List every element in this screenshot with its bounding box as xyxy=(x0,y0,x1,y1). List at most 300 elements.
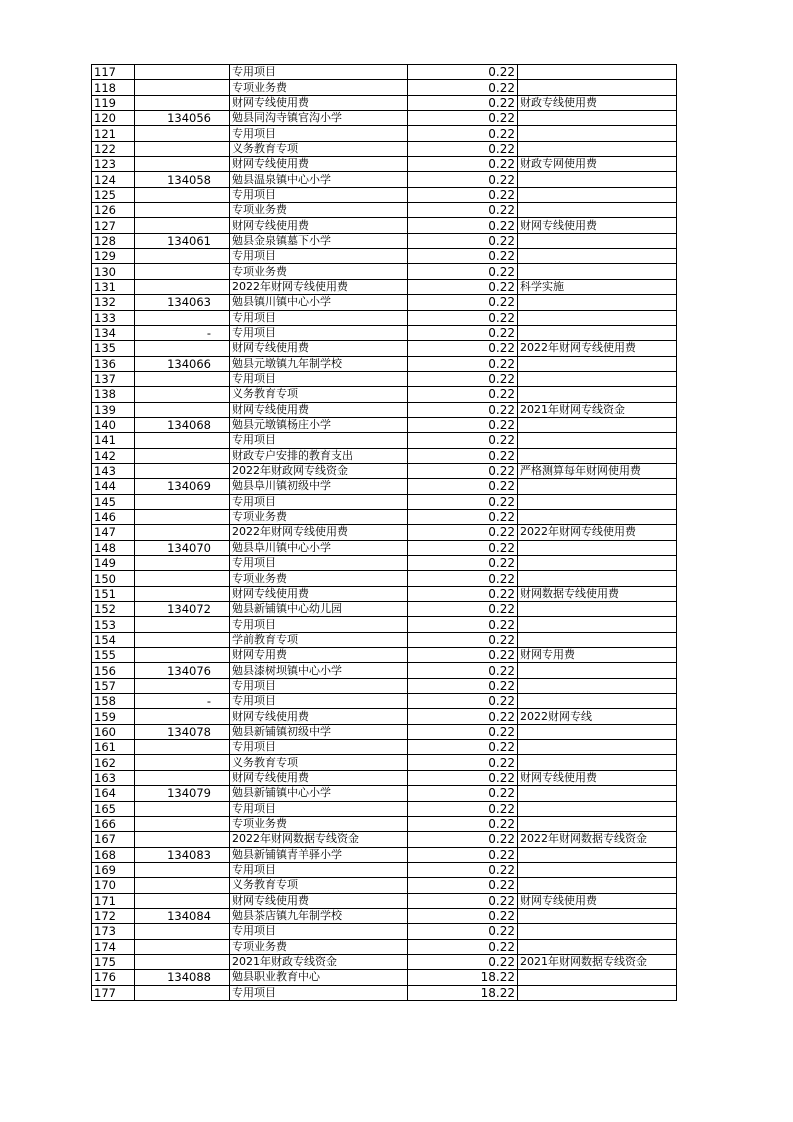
table-row xyxy=(92,816,677,831)
note-cell xyxy=(518,65,677,80)
row-number-cell: 117 xyxy=(92,65,135,80)
item-name-cell: 勉县阜川镇中心小学 xyxy=(230,540,408,555)
item-name-cell: 义务教育专项 xyxy=(230,141,408,156)
note-cell xyxy=(518,847,677,862)
amount-cell: 0.22 xyxy=(408,602,518,617)
note-cell xyxy=(518,325,677,340)
item-name-cell: 2022年财网数据专线资金 xyxy=(230,832,408,847)
row-number-cell: 170 xyxy=(92,878,135,893)
table-row xyxy=(92,786,677,801)
item-name-cell: 2022年财网专线使用费 xyxy=(230,279,408,294)
item-name-cell: 勉县新铺镇中心小学 xyxy=(230,786,408,801)
unit-code-cell xyxy=(135,80,230,95)
row-number-cell: 152 xyxy=(92,602,135,617)
amount-cell: 0.22 xyxy=(408,341,518,356)
table-row xyxy=(92,463,677,478)
unit-code-cell: - xyxy=(135,694,230,709)
item-name-cell: 专项业务费 xyxy=(230,939,408,954)
item-name-cell: 财网专线使用费 xyxy=(230,893,408,908)
unit-code-cell xyxy=(135,816,230,831)
item-name-cell: 勉县镇川镇中心小学 xyxy=(230,295,408,310)
table-row xyxy=(92,417,677,432)
unit-code-cell: 134079 xyxy=(135,786,230,801)
note-cell xyxy=(518,571,677,586)
table-row xyxy=(92,203,677,218)
table-row xyxy=(92,678,677,693)
note-cell xyxy=(518,602,677,617)
amount-cell: 0.22 xyxy=(408,862,518,877)
note-cell: 财网专线使用费 xyxy=(518,770,677,785)
note-cell xyxy=(518,862,677,877)
amount-cell: 0.22 xyxy=(408,233,518,248)
row-number-cell: 161 xyxy=(92,740,135,755)
unit-code-cell xyxy=(135,509,230,524)
amount-cell: 0.22 xyxy=(408,663,518,678)
item-name-cell: 义务教育专项 xyxy=(230,878,408,893)
item-name-cell: 勉县新铺镇青羊驿小学 xyxy=(230,847,408,862)
unit-code-cell xyxy=(135,632,230,647)
table-row xyxy=(92,755,677,770)
item-name-cell: 专项业务费 xyxy=(230,203,408,218)
row-number-cell: 171 xyxy=(92,893,135,908)
table-row xyxy=(92,862,677,877)
unit-code-cell xyxy=(135,95,230,110)
row-number-cell: 138 xyxy=(92,387,135,402)
amount-cell: 0.22 xyxy=(408,157,518,172)
table-row xyxy=(92,479,677,494)
table-row xyxy=(92,233,677,248)
unit-code-cell xyxy=(135,448,230,463)
item-name-cell: 专用项目 xyxy=(230,678,408,693)
table-row xyxy=(92,908,677,923)
item-name-cell: 义务教育专项 xyxy=(230,755,408,770)
note-cell xyxy=(518,172,677,187)
amount-cell: 0.22 xyxy=(408,356,518,371)
row-number-cell: 160 xyxy=(92,724,135,739)
note-cell xyxy=(518,816,677,831)
item-name-cell: 财网专线使用费 xyxy=(230,218,408,233)
row-number-cell: 155 xyxy=(92,648,135,663)
table-row xyxy=(92,663,677,678)
table-row xyxy=(92,586,677,601)
amount-cell: 0.22 xyxy=(408,463,518,478)
item-name-cell: 学前教育专项 xyxy=(230,632,408,647)
amount-cell: 0.22 xyxy=(408,939,518,954)
table-row xyxy=(92,494,677,509)
item-name-cell: 勉县茶店镇九年制学校 xyxy=(230,908,408,923)
row-number-cell: 122 xyxy=(92,141,135,156)
amount-cell: 0.22 xyxy=(408,556,518,571)
amount-cell: 0.22 xyxy=(408,893,518,908)
table-row xyxy=(92,985,677,1000)
item-name-cell: 2022年财网专线使用费 xyxy=(230,525,408,540)
table-row xyxy=(92,187,677,202)
item-name-cell: 财网专线使用费 xyxy=(230,157,408,172)
amount-cell: 0.22 xyxy=(408,402,518,417)
table-row xyxy=(92,893,677,908)
table-row xyxy=(92,341,677,356)
row-number-cell: 127 xyxy=(92,218,135,233)
row-number-cell: 157 xyxy=(92,678,135,693)
amount-cell: 0.22 xyxy=(408,694,518,709)
item-name-cell: 勉县新铺镇初级中学 xyxy=(230,724,408,739)
table-row xyxy=(92,709,677,724)
unit-code-cell xyxy=(135,433,230,448)
amount-cell: 0.22 xyxy=(408,709,518,724)
amount-cell: 0.22 xyxy=(408,678,518,693)
table-row xyxy=(92,111,677,126)
amount-cell: 0.22 xyxy=(408,847,518,862)
item-name-cell: 专用项目 xyxy=(230,310,408,325)
amount-cell: 0.22 xyxy=(408,571,518,586)
note-cell xyxy=(518,540,677,555)
row-number-cell: 120 xyxy=(92,111,135,126)
item-name-cell: 义务教育专项 xyxy=(230,387,408,402)
table-row xyxy=(92,525,677,540)
row-number-cell: 177 xyxy=(92,985,135,1000)
row-number-cell: 163 xyxy=(92,770,135,785)
table-row xyxy=(92,571,677,586)
amount-cell: 0.22 xyxy=(408,187,518,202)
note-cell: 2021年财网数据专线资金 xyxy=(518,954,677,969)
amount-cell: 0.22 xyxy=(408,509,518,524)
note-cell: 2022财网专线 xyxy=(518,709,677,724)
table-row xyxy=(92,433,677,448)
amount-cell: 0.22 xyxy=(408,279,518,294)
amount-cell: 0.22 xyxy=(408,417,518,432)
amount-cell: 0.22 xyxy=(408,540,518,555)
row-number-cell: 153 xyxy=(92,617,135,632)
row-number-cell: 173 xyxy=(92,924,135,939)
amount-cell: 0.22 xyxy=(408,525,518,540)
table-row xyxy=(92,448,677,463)
row-number-cell: 126 xyxy=(92,203,135,218)
amount-cell: 0.22 xyxy=(408,249,518,264)
note-cell xyxy=(518,908,677,923)
row-number-cell: 128 xyxy=(92,233,135,248)
row-number-cell: 175 xyxy=(92,954,135,969)
amount-cell: 0.22 xyxy=(408,310,518,325)
amount-cell: 0.22 xyxy=(408,586,518,601)
unit-code-cell xyxy=(135,709,230,724)
note-cell xyxy=(518,924,677,939)
item-name-cell: 专用项目 xyxy=(230,494,408,509)
item-name-cell: 2022年财政网专线资金 xyxy=(230,463,408,478)
note-cell xyxy=(518,387,677,402)
item-name-cell: 专用项目 xyxy=(230,249,408,264)
amount-cell: 0.22 xyxy=(408,908,518,923)
note-cell xyxy=(518,295,677,310)
unit-code-cell: 134056 xyxy=(135,111,230,126)
note-cell xyxy=(518,448,677,463)
table-row xyxy=(92,249,677,264)
row-number-cell: 172 xyxy=(92,908,135,923)
row-number-cell: 132 xyxy=(92,295,135,310)
unit-code-cell: 134061 xyxy=(135,233,230,248)
note-cell xyxy=(518,724,677,739)
unit-code-cell xyxy=(135,740,230,755)
table-row xyxy=(92,356,677,371)
amount-cell: 0.22 xyxy=(408,724,518,739)
note-cell xyxy=(518,249,677,264)
note-cell xyxy=(518,801,677,816)
unit-code-cell xyxy=(135,832,230,847)
unit-code-cell xyxy=(135,402,230,417)
note-cell xyxy=(518,80,677,95)
item-name-cell: 勉县漆树坝镇中心小学 xyxy=(230,663,408,678)
table-row xyxy=(92,602,677,617)
note-cell xyxy=(518,371,677,386)
amount-cell: 0.22 xyxy=(408,632,518,647)
table-row xyxy=(92,279,677,294)
unit-code-cell xyxy=(135,157,230,172)
table-row xyxy=(92,832,677,847)
row-number-cell: 145 xyxy=(92,494,135,509)
note-cell xyxy=(518,479,677,494)
unit-code-cell xyxy=(135,648,230,663)
item-name-cell: 专项业务费 xyxy=(230,509,408,524)
row-number-cell: 166 xyxy=(92,816,135,831)
row-number-cell: 162 xyxy=(92,755,135,770)
item-name-cell: 专用项目 xyxy=(230,371,408,386)
note-cell xyxy=(518,141,677,156)
unit-code-cell xyxy=(135,218,230,233)
note-cell xyxy=(518,233,677,248)
table-row xyxy=(92,924,677,939)
unit-code-cell xyxy=(135,770,230,785)
row-number-cell: 168 xyxy=(92,847,135,862)
note-cell xyxy=(518,509,677,524)
table-row xyxy=(92,402,677,417)
unit-code-cell: 134068 xyxy=(135,417,230,432)
table-row xyxy=(92,141,677,156)
row-number-cell: 164 xyxy=(92,786,135,801)
unit-code-cell xyxy=(135,586,230,601)
unit-code-cell xyxy=(135,279,230,294)
row-number-cell: 140 xyxy=(92,417,135,432)
item-name-cell: 勉县温泉镇中心小学 xyxy=(230,172,408,187)
unit-code-cell: 134063 xyxy=(135,295,230,310)
unit-code-cell xyxy=(135,371,230,386)
amount-cell: 0.22 xyxy=(408,740,518,755)
unit-code-cell xyxy=(135,310,230,325)
amount-cell: 0.22 xyxy=(408,95,518,110)
item-name-cell: 专用项目 xyxy=(230,801,408,816)
unit-code-cell: 134084 xyxy=(135,908,230,923)
unit-code-cell xyxy=(135,755,230,770)
amount-cell: 0.22 xyxy=(408,954,518,969)
note-cell xyxy=(518,970,677,985)
amount-cell: 0.22 xyxy=(408,218,518,233)
row-number-cell: 144 xyxy=(92,479,135,494)
amount-cell: 0.22 xyxy=(408,433,518,448)
row-number-cell: 137 xyxy=(92,371,135,386)
amount-cell: 0.22 xyxy=(408,801,518,816)
unit-code-cell xyxy=(135,678,230,693)
note-cell: 2022年财网专线使用费 xyxy=(518,525,677,540)
row-number-cell: 151 xyxy=(92,586,135,601)
note-cell: 财网专用费 xyxy=(518,648,677,663)
table-row xyxy=(92,617,677,632)
unit-code-cell xyxy=(135,878,230,893)
row-number-cell: 141 xyxy=(92,433,135,448)
item-name-cell: 财网专线使用费 xyxy=(230,95,408,110)
table-row xyxy=(92,970,677,985)
item-name-cell: 专项业务费 xyxy=(230,264,408,279)
table-row xyxy=(92,218,677,233)
unit-code-cell: 134070 xyxy=(135,540,230,555)
unit-code-cell: 134069 xyxy=(135,479,230,494)
unit-code-cell: 134076 xyxy=(135,663,230,678)
amount-cell: 18.22 xyxy=(408,985,518,1000)
note-cell: 2021年财网专线资金 xyxy=(518,402,677,417)
item-name-cell: 专用项目 xyxy=(230,924,408,939)
unit-code-cell xyxy=(135,954,230,969)
table-row xyxy=(92,801,677,816)
note-cell: 科学实施 xyxy=(518,279,677,294)
item-name-cell: 专项业务费 xyxy=(230,80,408,95)
table-row xyxy=(92,65,677,80)
note-cell: 2022年财网数据专线资金 xyxy=(518,832,677,847)
table-row xyxy=(92,556,677,571)
table-row xyxy=(92,939,677,954)
item-name-cell: 勉县新铺镇中心幼儿园 xyxy=(230,602,408,617)
item-name-cell: 专用项目 xyxy=(230,862,408,877)
item-name-cell: 勉县同沟寺镇官沟小学 xyxy=(230,111,408,126)
item-name-cell: 财网专线使用费 xyxy=(230,402,408,417)
item-name-cell: 勉县元墩镇九年制学校 xyxy=(230,356,408,371)
item-name-cell: 专用项目 xyxy=(230,187,408,202)
note-cell xyxy=(518,678,677,693)
row-number-cell: 176 xyxy=(92,970,135,985)
row-number-cell: 167 xyxy=(92,832,135,847)
amount-cell: 18.22 xyxy=(408,970,518,985)
amount-cell: 0.22 xyxy=(408,494,518,509)
table-row xyxy=(92,95,677,110)
unit-code-cell: 134078 xyxy=(135,724,230,739)
note-cell xyxy=(518,203,677,218)
note-cell xyxy=(518,187,677,202)
table-row xyxy=(92,126,677,141)
table-row xyxy=(92,847,677,862)
item-name-cell: 财网专线使用费 xyxy=(230,770,408,785)
unit-code-cell xyxy=(135,341,230,356)
table-row xyxy=(92,724,677,739)
unit-code-cell: 134083 xyxy=(135,847,230,862)
amount-cell: 0.22 xyxy=(408,648,518,663)
item-name-cell: 专用项目 xyxy=(230,694,408,709)
note-cell xyxy=(518,786,677,801)
row-number-cell: 169 xyxy=(92,862,135,877)
item-name-cell: 专项业务费 xyxy=(230,816,408,831)
row-number-cell: 118 xyxy=(92,80,135,95)
row-number-cell: 154 xyxy=(92,632,135,647)
table-row xyxy=(92,264,677,279)
unit-code-cell xyxy=(135,141,230,156)
row-number-cell: 125 xyxy=(92,187,135,202)
row-number-cell: 119 xyxy=(92,95,135,110)
amount-cell: 0.22 xyxy=(408,387,518,402)
table-row xyxy=(92,648,677,663)
unit-code-cell xyxy=(135,571,230,586)
item-name-cell: 专项业务费 xyxy=(230,571,408,586)
amount-cell: 0.22 xyxy=(408,172,518,187)
unit-code-cell: - xyxy=(135,325,230,340)
item-name-cell: 专用项目 xyxy=(230,65,408,80)
unit-code-cell xyxy=(135,556,230,571)
unit-code-cell xyxy=(135,617,230,632)
row-number-cell: 150 xyxy=(92,571,135,586)
amount-cell: 0.22 xyxy=(408,111,518,126)
unit-code-cell xyxy=(135,801,230,816)
note-cell xyxy=(518,310,677,325)
unit-code-cell xyxy=(135,525,230,540)
item-name-cell: 财网专线使用费 xyxy=(230,709,408,724)
amount-cell: 0.22 xyxy=(408,755,518,770)
table-row xyxy=(92,694,677,709)
unit-code-cell xyxy=(135,924,230,939)
note-cell xyxy=(518,985,677,1000)
item-name-cell: 勉县金泉镇墓下小学 xyxy=(230,233,408,248)
item-name-cell: 财网专用费 xyxy=(230,648,408,663)
row-number-cell: 143 xyxy=(92,463,135,478)
item-name-cell: 财网专线使用费 xyxy=(230,586,408,601)
note-cell xyxy=(518,939,677,954)
row-number-cell: 174 xyxy=(92,939,135,954)
row-number-cell: 159 xyxy=(92,709,135,724)
amount-cell: 0.22 xyxy=(408,126,518,141)
item-name-cell: 勉县元墩镇杨庄小学 xyxy=(230,417,408,432)
item-name-cell: 财网专线使用费 xyxy=(230,341,408,356)
unit-code-cell xyxy=(135,387,230,402)
item-name-cell: 专用项目 xyxy=(230,617,408,632)
note-cell xyxy=(518,755,677,770)
table-row xyxy=(92,371,677,386)
row-number-cell: 165 xyxy=(92,801,135,816)
item-name-cell: 专用项目 xyxy=(230,433,408,448)
row-number-cell: 146 xyxy=(92,509,135,524)
unit-code-cell xyxy=(135,985,230,1000)
row-number-cell: 134 xyxy=(92,325,135,340)
note-cell xyxy=(518,264,677,279)
note-cell: 财网数据专线使用费 xyxy=(518,586,677,601)
unit-code-cell: 134072 xyxy=(135,602,230,617)
note-cell xyxy=(518,694,677,709)
row-number-cell: 136 xyxy=(92,356,135,371)
row-number-cell: 135 xyxy=(92,341,135,356)
note-cell xyxy=(518,740,677,755)
row-number-cell: 123 xyxy=(92,157,135,172)
table-row xyxy=(92,387,677,402)
note-cell xyxy=(518,632,677,647)
amount-cell: 0.22 xyxy=(408,325,518,340)
item-name-cell: 财政专户安排的教育支出 xyxy=(230,448,408,463)
item-name-cell: 专用项目 xyxy=(230,126,408,141)
row-number-cell: 139 xyxy=(92,402,135,417)
unit-code-cell xyxy=(135,203,230,218)
unit-code-cell xyxy=(135,126,230,141)
table-row xyxy=(92,310,677,325)
amount-cell: 0.22 xyxy=(408,770,518,785)
note-cell xyxy=(518,878,677,893)
note-cell xyxy=(518,617,677,632)
table-row xyxy=(92,325,677,340)
amount-cell: 0.22 xyxy=(408,832,518,847)
unit-code-cell xyxy=(135,494,230,509)
note-cell xyxy=(518,417,677,432)
note-cell xyxy=(518,126,677,141)
unit-code-cell xyxy=(135,65,230,80)
